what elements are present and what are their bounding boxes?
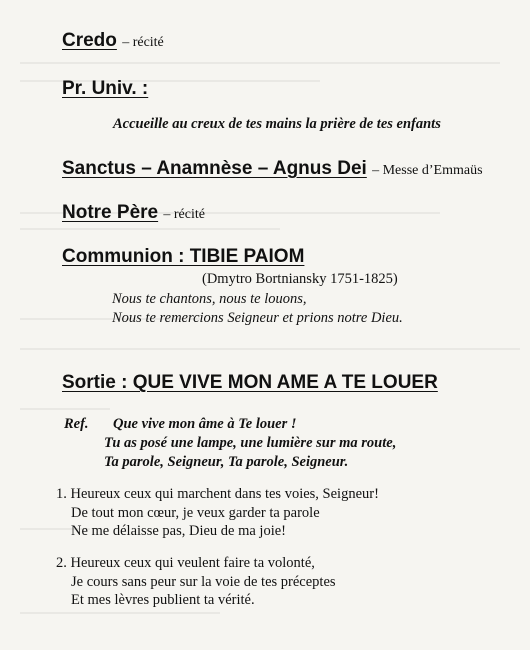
verse-1-line-3: Ne me délaisse pas, Dieu de ma joie! [71, 523, 287, 539]
communion-line-2: Nous te remercions Seigneur et prions notre Dieu. [112, 310, 403, 326]
sanctus-title: Sanctus – Anamnèse – Agnus Dei [62, 158, 367, 179]
refrain-label: Ref. [64, 416, 89, 432]
sortie-title: Sortie : QUE VIVE MON AME A TE LOUER [62, 372, 438, 393]
communion-composer: (Dmytro Bortniansky 1751-1825) [202, 271, 398, 287]
refrain-line-1: Que vive mon âme à Te louer ! [113, 416, 297, 432]
communion-line-1: Nous te chantons, nous te louons, [112, 291, 307, 307]
pr-univ-text: Accueille au creux de tes mains la prière de tes enfants [113, 116, 441, 132]
pr-univ-heading [62, 78, 148, 100]
communion-heading [62, 246, 304, 268]
verse-2-line-3: Et mes lèvres publient ta vérité. [71, 592, 255, 608]
sanctus-note: – Messe d’Emmaüs [372, 163, 483, 178]
sanctus-heading [62, 158, 483, 180]
pr-univ-title: Pr. Univ. : [62, 78, 149, 99]
communion-title: Communion : TIBIE PAIOM [62, 246, 305, 267]
notre-pere-note: – récité [163, 207, 205, 222]
verse-2-line-2: Je cours sans peur sur la voie de tes préceptes [71, 574, 336, 590]
credo-note: – récité [122, 35, 164, 50]
verse-2-line-1: 2. Heureux ceux qui veulent faire ta volonté, [56, 555, 315, 571]
verse-1-line-1: 1. Heureux ceux qui marchent dans tes voies, Seigneur! [56, 486, 379, 502]
verse-1-line-2: De tout mon cœur, je veux garder ta parole [71, 505, 320, 521]
notre-pere-title: Notre Père [62, 202, 159, 223]
credo-title: Credo [62, 30, 117, 51]
notre-pere-heading [62, 202, 205, 224]
refrain-line-3: Ta parole, Seigneur, Ta parole, Seigneur. [104, 454, 349, 470]
credo-heading [62, 30, 164, 52]
sortie-heading [62, 372, 438, 394]
refrain-line-2: Tu as posé une lampe, une lumière sur ma route, [104, 435, 397, 451]
